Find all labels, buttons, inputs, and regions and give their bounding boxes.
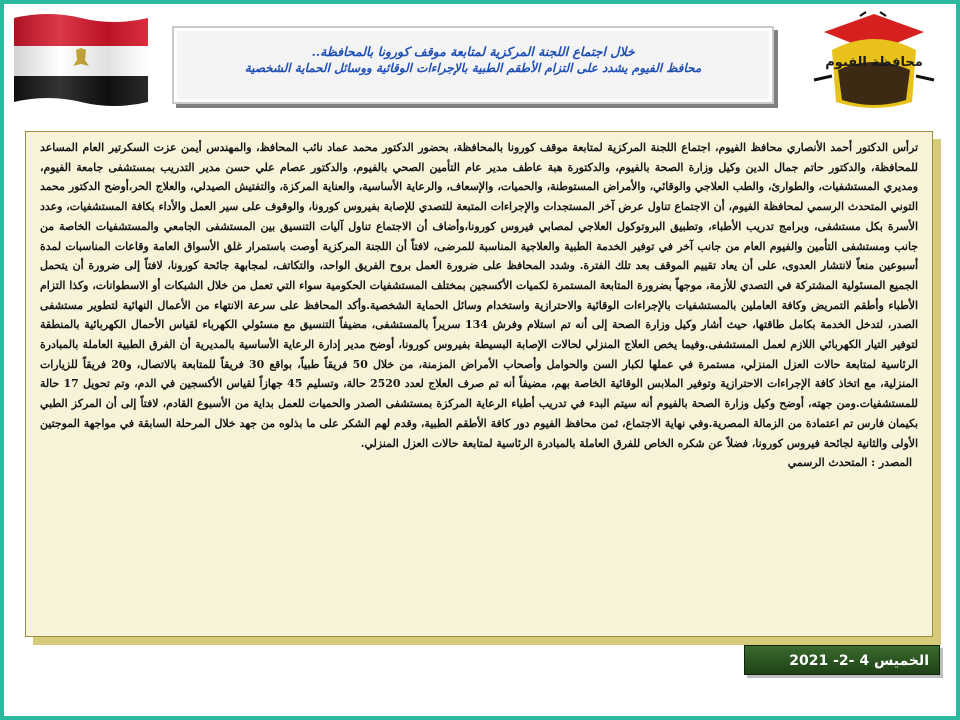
headline-box: [172, 26, 774, 104]
egypt-flag-icon: [14, 12, 148, 108]
article-text: ترأس الدكتور أحمد الأنصاري محافظ الفيوم، اجتماع اللجنة المركزية لمتابعة موقف كورونا بالمحافظة، بحضور الدكتور محمد عماد نائب المحافظ، والمهندس أيمن عزت السكرتير العام المساعد للمحافظة، والدكتور حاتم جمال الدين وكيل وزارة الصحة بالفيوم، والدكتورة هبة عاطف مدير عام التأمين الصحي بالفيوم، والدكتور عصام علي حسن مدير التدريب بمستشفى جامعة الفيوم، ومديري المستشفيات، والطوارئ، والطب العلاجي والوقائي، والأمراض المستوطنة، والحميات، والإسعاف، والرعاية الأساسية، والعناية المركزة، والتفتيش الصيدلي، والعلاج الحر،أوضح الدكتور محمد التوني المتحدث الرسمي لمحافظة الفيوم، أن الاجتماع تناول عرض آخر المستجدات والإجراءات المتبعة للتصدي للإصابة بفيروس كورونا، والوقوف على سير العمل والأداء بكافة المستشفيات، وعدد الأسرة بكل مستشفى، وبرامج تدريب الأطباء، وتطبيق البروتوكول العلاجي لمصابي فيروس كورونا،وأضاف أن الاجتماع تناول آليات التنسيق بين المستشفى الجامعي والمستشفيات الخاصة من جانب ومستشفى التأمين والفيوم العام من جانب آخر في توفير الخدمة الطبية والعلاجية المناسبة للمرضى، لافتاً أن اللجنة المركزية أوصت باستمرار غلق الأسواق العامة وقاعات المناسبات لمدة أسبوعين منعاً لانتشار العدوى، على أن يعاد تقييم الموقف بعد تلك الفترة. وشدد المحافظ على ضرورة العمل بروح الفريق الواحد، والتكاتف، لمجابهة جائحة كورونا، لافتاً إلى ضرورة أن يتحمل الجميع المسئولية المشتركة في التصدي للأزمة، موجهاً بضرورة المتابعة المستمرة لكميات الأكسجين بمختلف المستشفيات الحكومية سواء التي تعمل من خلال الشبكات أو الاسطوانات، وكذا التزام الأطباء وأطقم التمريض وكافة العاملين بالمستشفيات بالإجراءات الوقائية والاحترازية واستخدام وسائل الحماية الشخصية.وأكد المحافظ على سرعة الانتهاء من الأعمال النهائية لتطوير مستشفى الصدر، لتدخل الخدمة بكامل طاقتها، حيث أشار وكيل وزارة الصحة إلى أنه تم استلام وفرش 134 سريراً بالمستشفى، مضيفاً التنسيق مع مسئولي الكهرباء لقياس الأحمال الكهربائية بالمنطقة لتوفير التيار الكهربائي اللازم لعمل المستشفى.وفيما يخص العلاج المنزلي لحالات الإصابة البسيطة بفيروس كورونا، أوضح مدير إدارة الرعاية الأساسية بالمديرية أن الفرق الطبية العاملة بالمبادرة الرئاسية لمتابعة حالات العزل المنزلي، مستمرة في عملها لكبار السن والحوامل وأصحاب الأمراض المزمنة، من خلال 50 فريقاً طبياً، بواقع 30 فريقاً للمتابعة بالاتصال، و20 فريقاً للزيارات المنزلية، مع اتخاذ كافة الإجراءات الاحترازية وتوفير الملابس الوقائية الخاصة بهم، مضيفاً أنه تم صرف العلاج لعدد 2520 حالة، وتسليم 45 جهازاً لقياس الأكسجين في الدم، وتم تحويل 17 حالة للمستشفيات.ومن جهته، أوضح وكيل وزارة الصحة بالفيوم أنه سيتم البدء في تدريب أطباء الرعاية المركزة بمستشفى الصدر والحميات للعمل بداية من الأسبوع القادم، لافتاً إلى أن المركز الطبي بكيمان فارس تم اعتمادة من الزمالة المصرية.وفي نهاية الاجتماع، ثمن محافظ الفيوم دور كافة الأطقم الطبية، وقدم لهم الشكر على ما بذلوه من جهد خلال المرحلة السابقة في مواجهة الموجتين الأولى والثانية لجائحة فيروس كورونا، فضلاً عن شكره الخاص للفرق العاملة بالمبادرة الرئاسية لمتابعة حالات العزل المنزلي.: [40, 141, 919, 450]
date-bar: الخميس 4 -2- 2021: [744, 645, 940, 675]
logo-text: محافظة الفيوم: [825, 55, 923, 70]
headline-line-2: محافظ الفيوم يشدد على التزام الأطقم الطبية بالإجراءات الوقائية ووسائل الحماية الشخصية: [244, 61, 702, 75]
fayoum-governorate-logo-icon: [802, 10, 946, 116]
headline-line-1: خلال اجتماع اللجنة المركزية لمتابعة موقف كورونا بالمحافظة..: [311, 44, 635, 59]
article-source: المصدر : المتحدث الرسمي: [787, 456, 912, 470]
article-body: [25, 131, 933, 637]
